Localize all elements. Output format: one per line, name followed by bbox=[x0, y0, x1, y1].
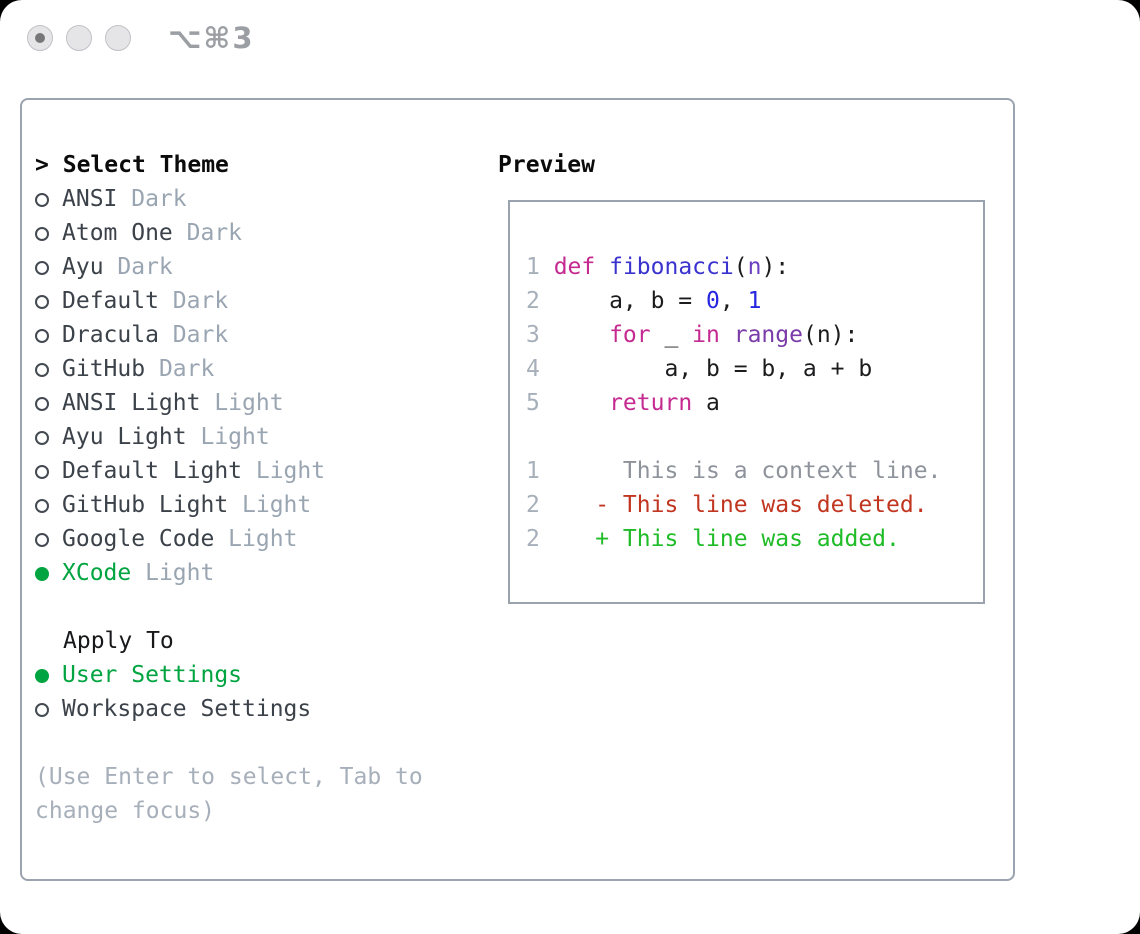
theme-option-xcode[interactable] bbox=[35, 556, 423, 590]
code-line bbox=[526, 386, 983, 420]
theme-variant-label: Dark bbox=[145, 356, 215, 382]
theme-option-default-light[interactable] bbox=[35, 454, 423, 488]
theme-variant-label: Light bbox=[200, 390, 284, 416]
code-preview bbox=[526, 250, 983, 420]
code-token bbox=[720, 322, 734, 348]
diff-line bbox=[526, 454, 983, 488]
code-token: fibonacci bbox=[609, 254, 734, 280]
window-controls bbox=[27, 25, 131, 51]
code-line bbox=[526, 284, 983, 318]
code-token: , bbox=[719, 288, 748, 314]
window-dot-active-icon[interactable] bbox=[27, 25, 53, 51]
window-dot-icon[interactable] bbox=[105, 25, 131, 51]
line-number: 4 bbox=[526, 356, 540, 382]
line-number: 2 bbox=[526, 288, 540, 314]
theme-option-ansi-light[interactable] bbox=[35, 386, 423, 420]
theme-name: Default Light bbox=[62, 458, 243, 484]
theme-variant-label: Light bbox=[214, 526, 298, 552]
theme-variant-label: Light bbox=[228, 492, 312, 518]
apply-option-workspace-settings[interactable] bbox=[35, 692, 423, 726]
code-token: a bbox=[692, 390, 720, 416]
code-line bbox=[526, 352, 983, 386]
code-token: ): bbox=[761, 254, 790, 280]
apply-to-header: Apply To bbox=[63, 628, 174, 654]
code-token bbox=[554, 322, 609, 348]
blank-line bbox=[35, 590, 423, 624]
blank-line bbox=[526, 420, 983, 454]
theme-variant-label: Light bbox=[242, 458, 326, 484]
code-token: + This line was added. bbox=[595, 526, 900, 552]
diff-preview bbox=[526, 454, 983, 556]
theme-name: Google Code bbox=[62, 526, 215, 552]
code-token: This is a context line. bbox=[553, 458, 942, 484]
line-number: 2 bbox=[526, 492, 540, 518]
radio-icon bbox=[35, 363, 49, 377]
select-theme-header bbox=[35, 148, 423, 182]
apply-option-user-settings[interactable] bbox=[35, 658, 423, 692]
theme-option-ansi[interactable] bbox=[35, 182, 423, 216]
code-token: def bbox=[553, 254, 596, 280]
theme-option-google-code[interactable] bbox=[35, 522, 423, 556]
select-theme-title: Select Theme bbox=[62, 152, 229, 178]
theme-name: ANSI Light bbox=[62, 390, 201, 416]
line-number: 1 bbox=[526, 254, 540, 280]
preview-title: Preview bbox=[498, 152, 595, 178]
theme-name: XCode bbox=[62, 560, 132, 586]
radio-icon bbox=[35, 533, 49, 547]
diff-line bbox=[526, 488, 983, 522]
line-number: 3 bbox=[526, 322, 540, 348]
theme-option-default[interactable] bbox=[35, 284, 423, 318]
code-token: in bbox=[692, 322, 720, 348]
radio-selected-icon bbox=[35, 669, 49, 683]
theme-variant-label: Dark bbox=[103, 254, 173, 280]
theme-option-ayu-light[interactable] bbox=[35, 420, 423, 454]
code-line bbox=[526, 250, 983, 284]
code-token bbox=[554, 492, 596, 518]
theme-variant-label: Dark bbox=[158, 288, 229, 314]
diff-line bbox=[526, 522, 983, 556]
theme-option-github-light[interactable] bbox=[35, 488, 423, 522]
apply-option-label: User Settings bbox=[62, 662, 243, 688]
theme-option-github[interactable] bbox=[35, 352, 423, 386]
theme-variant-label: Dark bbox=[158, 322, 229, 348]
apply-option-label: Workspace Settings bbox=[62, 696, 312, 722]
theme-name: Ayu Light bbox=[62, 424, 187, 450]
code-token: a, b = bbox=[553, 288, 707, 314]
theme-variant-label: Dark bbox=[117, 186, 187, 212]
line-number: 5 bbox=[526, 390, 540, 416]
code-token: ( bbox=[733, 254, 748, 280]
theme-variant-label: Dark bbox=[172, 220, 243, 246]
line-number: 1 bbox=[526, 458, 540, 484]
code-token: range bbox=[733, 322, 803, 348]
theme-name: Atom One bbox=[62, 220, 173, 246]
code-token: for bbox=[609, 322, 651, 348]
radio-icon bbox=[35, 227, 49, 241]
radio-selected-icon bbox=[35, 567, 49, 581]
window-dot-icon[interactable] bbox=[66, 25, 92, 51]
spacer bbox=[49, 152, 63, 178]
code-token: - This line was deleted. bbox=[595, 492, 928, 518]
radio-icon bbox=[35, 499, 49, 513]
code-token bbox=[554, 390, 609, 416]
radio-icon bbox=[35, 465, 49, 479]
theme-variant-label: Light bbox=[131, 560, 215, 586]
radio-icon bbox=[35, 329, 49, 343]
code-token bbox=[554, 526, 596, 552]
theme-name: Dracula bbox=[62, 322, 159, 348]
code-token: return bbox=[609, 390, 693, 416]
apply-to-list bbox=[35, 658, 423, 726]
theme-option-ayu[interactable] bbox=[35, 250, 423, 284]
code-token: _ bbox=[650, 322, 693, 348]
radio-icon bbox=[35, 295, 49, 309]
theme-name: ANSI bbox=[62, 186, 118, 212]
blank-line bbox=[35, 726, 423, 760]
radio-icon bbox=[35, 261, 49, 275]
radio-icon bbox=[35, 397, 49, 411]
theme-list bbox=[35, 182, 423, 590]
radio-icon bbox=[35, 431, 49, 445]
theme-name: Ayu bbox=[62, 254, 104, 280]
theme-name: GitHub Light bbox=[62, 492, 229, 518]
prompt-marker: > bbox=[35, 152, 49, 178]
code-token: a, b = b, a + b bbox=[553, 356, 873, 382]
code-token: (n): bbox=[802, 322, 859, 348]
preview-box bbox=[508, 200, 985, 604]
theme-option-dracula[interactable] bbox=[35, 318, 423, 352]
line-number: 2 bbox=[526, 526, 540, 552]
left-column bbox=[35, 148, 423, 828]
code-token: n bbox=[747, 254, 762, 280]
code-token bbox=[595, 254, 609, 280]
code-token: 1 bbox=[747, 288, 762, 314]
radio-icon bbox=[35, 703, 49, 717]
radio-icon bbox=[35, 193, 49, 207]
theme-name: GitHub bbox=[62, 356, 146, 382]
keyboard-shortcut-label: ⌥⌘3 bbox=[168, 21, 255, 55]
code-line bbox=[526, 318, 983, 352]
theme-option-atom-one[interactable] bbox=[35, 216, 423, 250]
help-text-line-1: (Use Enter to select, Tab to bbox=[35, 764, 423, 790]
theme-picker-panel bbox=[20, 98, 1015, 881]
help-text-line-2: change focus) bbox=[35, 798, 216, 824]
theme-variant-label: Light bbox=[186, 424, 270, 450]
theme-name: Default bbox=[62, 288, 159, 314]
code-token: 0 bbox=[706, 288, 720, 314]
